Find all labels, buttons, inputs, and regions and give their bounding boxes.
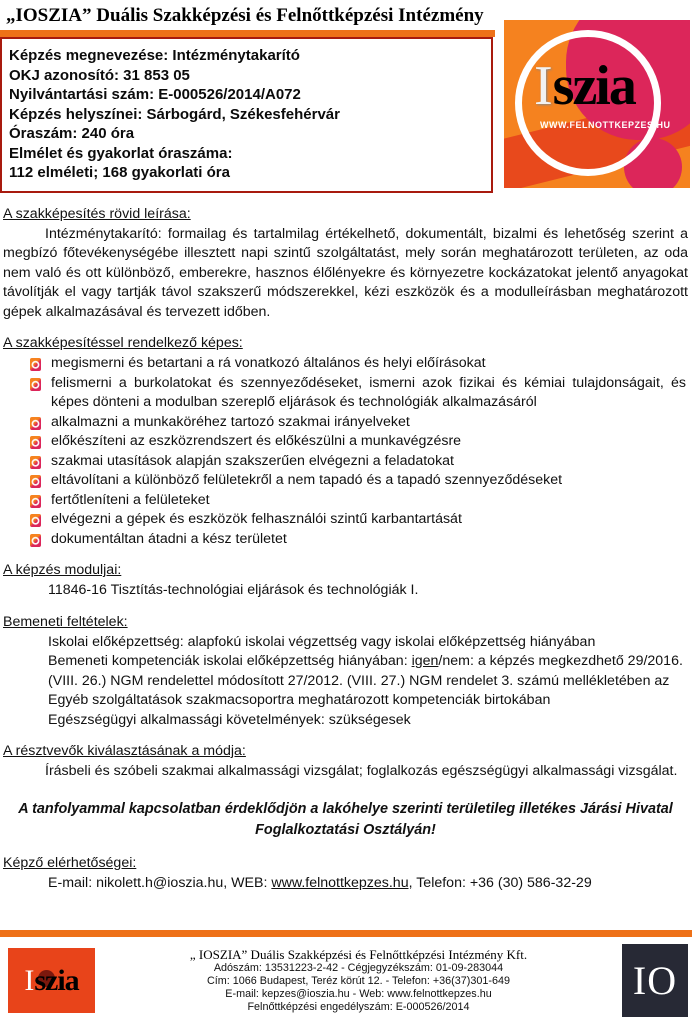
capabilities-list — [3, 354, 688, 549]
course-locations: Képzés helyszínei: Sárbogárd, Székesfehérvár — [9, 105, 340, 123]
course-name: Képzés megnevezése: Intézménytakarító — [9, 47, 300, 64]
capabilities-heading: A szakképesítéssel rendelkező képes: — [3, 335, 243, 351]
list-item — [30, 530, 688, 550]
bullet-logo-icon — [30, 358, 41, 371]
bullet-logo-icon — [30, 514, 41, 527]
footer-company-info — [95, 947, 622, 1015]
selection-paragraph: Írásbeli és szóbeli szakmai alkalmassági vizsgálat; foglalkozás egészségügyi alkalmassági vizsgálat. — [45, 763, 678, 779]
bullet-logo-icon — [30, 417, 41, 430]
entry-competency-suffix: /nem: a képzés megkezdhető 29/2016. (VIII. 26.) NGM rendelettel módosított 27/2012. (VIII. 27.) NGM rendelet 3. számú mellékletében az Egyéb szolgáltatások szakmacsoportra meghatározott kompetenciák birtokában — [48, 653, 683, 708]
footer-logo-letter-i: I — [24, 963, 35, 997]
footer-rule — [0, 930, 692, 937]
footer — [0, 930, 692, 1024]
modules-heading: A képzés moduljai: — [3, 562, 122, 578]
list-item-text: eltávolítani a különböző felületekről a nem tapadó és a tapadó szennyeződéseket — [51, 472, 563, 488]
footer-body — [0, 937, 692, 1024]
contact-heading: Képző elérhetőségei: — [3, 854, 137, 871]
bullet-logo-icon — [30, 456, 41, 469]
ioszia-logo — [504, 20, 690, 188]
list-item — [30, 491, 688, 511]
list-item — [30, 374, 688, 413]
list-item — [30, 471, 688, 491]
bullet-logo-icon — [30, 495, 41, 508]
list-item-text: felismerni a burkolatokat és szennyeződéseket, ismerni azok fizikai és kémiai tulajdonságait, és képes dönteni a modulban szereplő eljárások és technológiák alkalmazásáról — [51, 374, 686, 410]
course-hours: Óraszám: 240 óra — [9, 125, 135, 142]
entry-competency-prefix: Bemeneti kompetenciák iskolai előképzettség hiányában: — [48, 653, 412, 669]
logo-letter-i: I — [534, 55, 553, 117]
list-item-text: dokumentáltan átadni a kész területet — [51, 530, 287, 547]
list-item-text: megismerni és betartani a rá vonatkozó általános és helyi előírásokat — [51, 355, 486, 371]
okj-id: OKJ azonosító: 31 853 05 — [9, 66, 190, 84]
logo-wordmark — [534, 55, 635, 117]
footer-license-number: Felnőttképzési engedélyszám: E-000526/2014 — [247, 1001, 470, 1014]
contact-web-link[interactable]: www.felnottkepzes.hu, — [271, 874, 413, 891]
description-heading: A szakképesítés rövid leírása: — [3, 205, 191, 222]
list-item — [30, 413, 688, 433]
bullet-logo-icon — [30, 436, 41, 449]
selection-heading: A résztvevők kiválasztásának a módja: — [3, 743, 246, 759]
entry-heading: Bemeneti feltételek: — [3, 613, 128, 630]
footer-ioszia-logo — [8, 948, 95, 1013]
footer-address-phone: Cím: 1066 Budapest, Teréz körút 12. - Telefon: +36(37)301-649 — [206, 974, 510, 987]
footer-io-letters: IO — [632, 958, 678, 1003]
list-item — [30, 510, 688, 530]
entry-health-requirement: Egészségügyi alkalmassági követelmények: szükségesek — [48, 711, 411, 728]
list-item-text: fertőtleníteni a felületeket — [51, 491, 210, 508]
footer-tax-registry: Adószám: 13531223-2-42 - Cégjegyzékszám: 01-09-283044 — [213, 961, 504, 974]
header-rule — [0, 30, 495, 37]
entry-school-requirement: Iskolai előképzettség: alapfokú iskolai végzettség vagy iskolai előképzettség hiányában — [48, 633, 596, 650]
flyer-content — [0, 206, 692, 894]
bullet-logo-icon — [30, 475, 41, 488]
entry-competency-yes: igen — [411, 653, 439, 669]
list-item — [30, 432, 688, 452]
page-title: „IOSZIA” Duális Szakképzési és Felnőttképzési Intézmény — [6, 5, 484, 26]
footer-io-logo — [622, 944, 688, 1017]
module-item: 11846-16 Tisztítás-technológiai eljárások és technológiák I. — [48, 582, 419, 598]
list-item-text: előkészíteni az eszközrendszert és előkészülni a munkavégzésre — [51, 433, 462, 449]
footer-logo-letters-szia: szia — [34, 963, 79, 997]
theory-practice-label: Elmélet és gyakorlat óraszáma: — [9, 144, 233, 162]
contact-phone: Telefon: +36 (30) 586-32-29 — [412, 874, 592, 891]
district-office-notice: A tanfolyammal kapcsolatban érdeklődjön a lakóhelye szerinti területileg illetékes Járási Hivatal Foglalkoztatási Osztályán! — [18, 800, 673, 838]
contact-email: E-mail: nikolett.h@ioszia.hu, WEB: — [48, 874, 272, 891]
bullet-logo-icon — [30, 378, 41, 391]
description-paragraph: Intézménytakarító: formailag és tartalmilag értékelhető, dokumentált, bizalmi és lehetőség szerint a megbízó főtevékenységébe illesztett napi szintű szolgáltatást, mely során meghatározott területen, az oda nem való és ott különböző, emberekre, hasznos élőlényekre és környezetre kockázatokat jelentő anyagokat távolítják el vagy tartják távol szakszerű módszerekkel, kézi eszközök és a modulleírásban meghatározott gépek alkalmazásával és tervezett időben. — [3, 225, 688, 320]
list-item-text: szakmai utasítások alapján szakszerűen elvégezni a feladatokat — [51, 452, 454, 469]
contact-line — [48, 874, 688, 894]
registration-number: Nyilvántartási szám: E-000526/2014/A072 — [9, 86, 301, 103]
bullet-logo-icon — [30, 534, 41, 547]
logo-letters-szia: szia — [552, 55, 635, 117]
list-item — [30, 354, 688, 374]
course-info-box — [0, 37, 493, 193]
footer-email-web: E-mail: kepzes@ioszia.hu - Web: www.felnottkepzes.hu — [225, 988, 492, 1000]
entry-competency-paragraph — [48, 652, 688, 711]
footer-logo-wordmark — [24, 963, 79, 997]
list-item-text: elvégezni a gépek és eszközök felhasználói szintű karbantartását — [51, 511, 462, 527]
list-item-text: alkalmazni a munkaköréhez tartozó szakmai irányelveket — [51, 413, 410, 430]
theory-practice-hours: 112 elméleti; 168 gyakorlati óra — [9, 164, 230, 181]
logo-url: WWW.FELNOTTKEPZES.HU — [540, 120, 671, 130]
list-item — [30, 452, 688, 472]
footer-company-name: „ IOSZIA” Duális Szakképzési és Felnőttképzési Intézmény Kft. — [189, 946, 528, 962]
